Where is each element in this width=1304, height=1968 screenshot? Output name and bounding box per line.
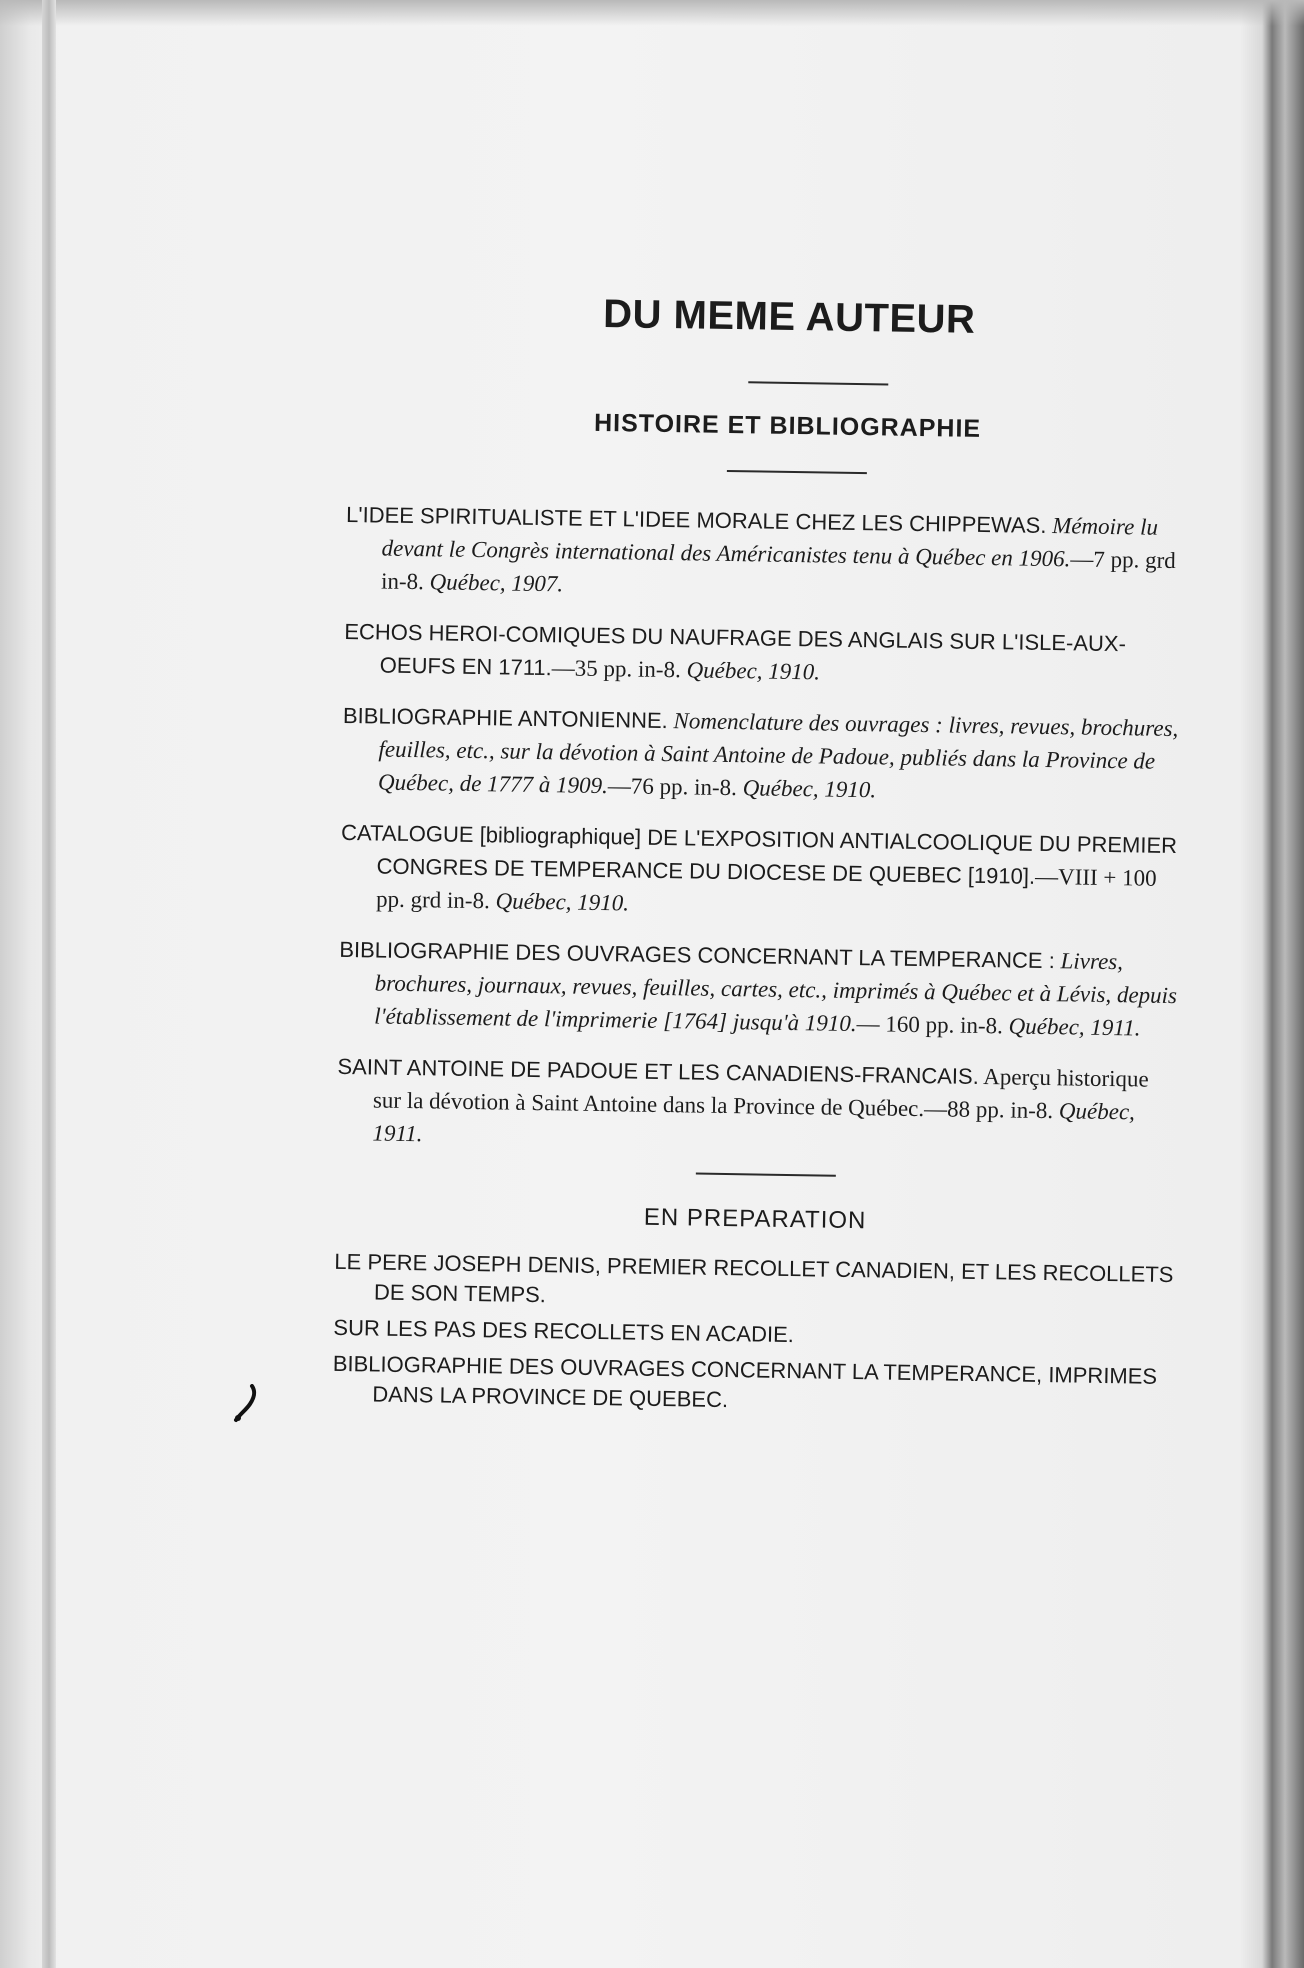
in-preparation-item: BIBLIOGRAPHIE DES OUVRAGES CONCERNANT LA TEMPERANCE, IMPRIMES DANS LA PROVINCE DE QUEBEC.	[332, 1350, 1158, 1413]
section-title: HISTOIRE ET BIBLIOGRAPHIE	[593, 408, 982, 443]
divider	[696, 1173, 836, 1177]
bibliography-entry	[338, 933, 1179, 1045]
entry-title: ECHOS HEROI-COMIQUES DU NAUFRAGE DES ANGLAIS SUR L'ISLE-AUX-OEUFS EN 1711.	[344, 618, 1127, 681]
entry-imprint: Québec, 1911.	[372, 1098, 1136, 1147]
entry-pages: — 160 pp. in-8.	[856, 1011, 1004, 1039]
entry-imprint: Québec, 1907.	[429, 569, 564, 597]
bibliography-entry	[342, 699, 1183, 811]
in-preparation-item: SUR LES PAS DES RECOLLETS EN ACADIE.	[333, 1314, 795, 1348]
entry-pages: —88 pp. in-8.	[923, 1096, 1054, 1124]
bibliography-entry	[340, 816, 1181, 928]
bibliography-list	[336, 498, 1186, 1162]
top-shadow	[0, 0, 1304, 26]
divider	[727, 470, 867, 474]
page-title: DU MEME AUTEUR	[602, 291, 976, 342]
entry-title: SAINT ANTOINE DE PADOUE ET LES CANADIENS-FRANCAIS.	[337, 1053, 980, 1089]
entry-title: CATALOGUE [bibliographique] DE L'EXPOSITION ANTIALCOOLIQUE DU PREMIER CONGRES DE TEMPERANCE DU DIOCESE DE QUEBEC [1910].	[340, 819, 1178, 889]
in-preparation-item: LE PERE JOSEPH DENIS, PREMIER RECOLLET CANADIEN, ET LES RECOLLETS DE SON TEMPS.	[334, 1248, 1174, 1308]
entry-title: BIBLIOGRAPHIE ANTONIENNE.	[342, 702, 668, 734]
entry-pages: —7 pp. grd in-8.	[380, 546, 1176, 595]
in-preparation-list	[332, 1247, 1174, 1422]
bibliography-entry	[344, 615, 1185, 694]
entry-title: BIBLIOGRAPHIE DES OUVRAGES CONCERNANT LA TEMPERANCE :	[339, 936, 1056, 974]
page-left-edge	[42, 0, 56, 1968]
bibliography-entry	[336, 1050, 1177, 1162]
entry-imprint: Québec, 1911.	[1008, 1013, 1141, 1041]
entry-title: L'IDEE SPIRITUALISTE ET L'IDEE MORALE CHEZ LES CHIPPEWAS.	[345, 501, 1047, 538]
in-preparation-title: EN PREPARATION	[643, 1203, 867, 1235]
entry-description: Mémoire lu devant le Congrès international des Américanistes tenu à Québec en 1906.	[381, 513, 1159, 572]
ink-mark	[232, 1384, 262, 1424]
entry-imprint: Québec, 1910.	[686, 657, 821, 685]
entry-description: Nomenclature des ouvrages : livres, revues, brochures, feuilles, etc., sur la dévotion à Saint Antoine de Padoue, publiés dans la Province de Québec, de 1777 à 1909.	[377, 708, 1179, 799]
bibliography-entry	[345, 498, 1186, 610]
entry-imprint: Québec, 1910.	[742, 775, 877, 803]
entry-pages: —VIII + 100 pp. grd in-8.	[375, 863, 1157, 914]
entry-imprint: Québec, 1910.	[495, 888, 630, 916]
page-content	[332, 270, 1190, 1428]
entry-description: Aperçu historique sur la dévotion à Saint Antoine dans la Province de Québec.	[372, 1064, 1149, 1122]
entry-pages: —35 pp. in-8.	[551, 655, 682, 683]
divider	[748, 381, 888, 385]
entry-description: Livres, brochures, journaux, revues, feuilles, cartes, etc., imprimés à Québec et à Lévis, depuis l'établissement de l'imprimerie [1764] jusqu'à 1910.	[374, 948, 1178, 1037]
entry-pages: —76 pp. in-8.	[607, 773, 738, 801]
